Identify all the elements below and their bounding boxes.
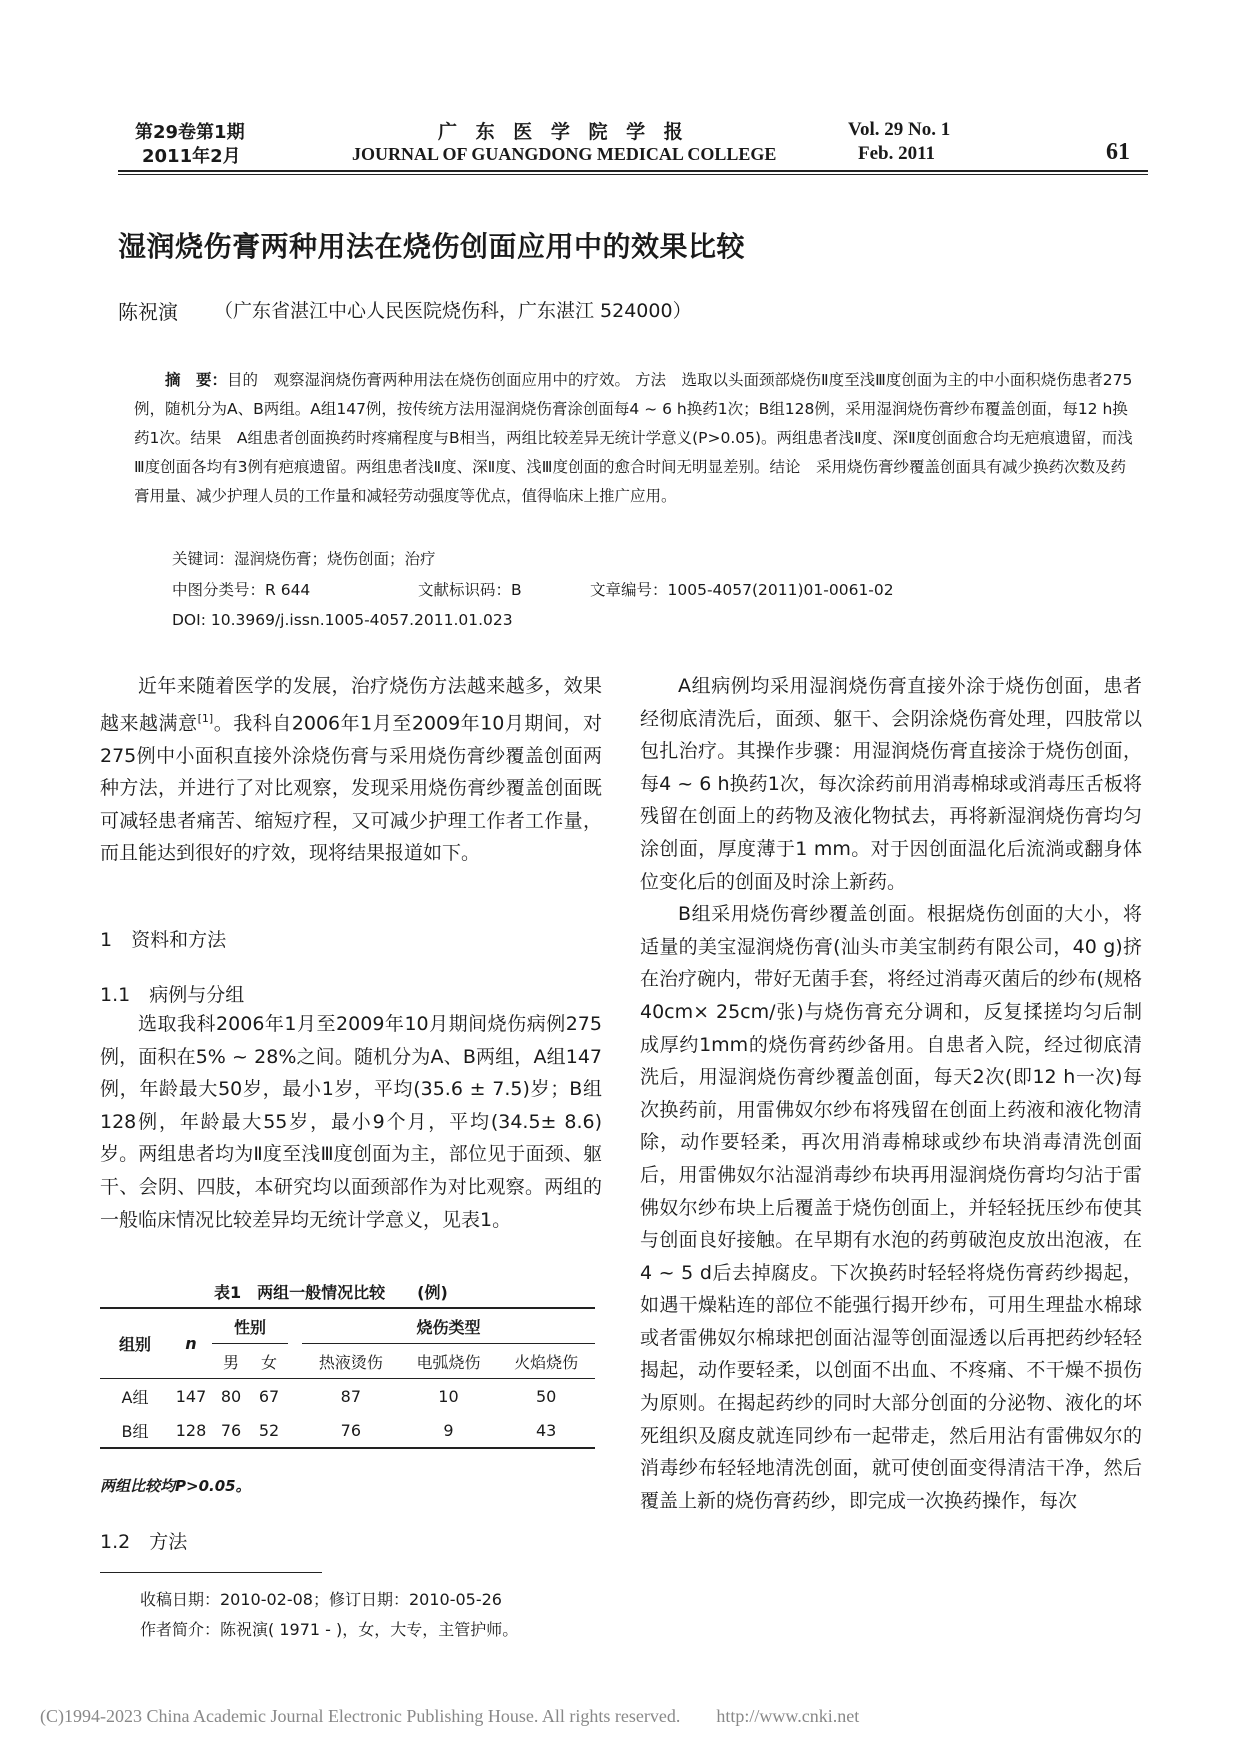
table-header-sex: 性别: [212, 1309, 288, 1344]
table-cell: 80: [220, 1386, 242, 1406]
table-row: [100, 1413, 595, 1447]
copyright-notice: (C)1994-2023 China Academic Journal Electronic Publishing House. All rights reserved. http://www.cnki.net: [40, 1706, 860, 1726]
author-name: 陈祝演: [118, 300, 178, 324]
page-number: 61: [1106, 139, 1130, 165]
header-rule-thin: [118, 174, 1148, 175]
table-cell: 67: [258, 1386, 280, 1406]
table-cell: 147: [175, 1386, 207, 1406]
table-cell: 87: [340, 1386, 361, 1406]
table-header-scald: 热液烫伤: [318, 1352, 383, 1372]
keywords-text: 湿润烧伤膏；烧伤创面；治疗: [234, 550, 436, 568]
intro-text-a: 近年来随着医学的发展，治疗烧伤方法越来越多，效果越来越满意: [100, 675, 602, 734]
table-cell: 52: [258, 1420, 280, 1440]
doi-value: 10.3969/j.issn.1005-4057.2011.01.023: [210, 611, 513, 629]
article-number: [590, 576, 894, 604]
table-cell: 76: [220, 1420, 242, 1440]
table-header-group: 组别: [118, 1335, 151, 1354]
table-header-male: 男: [222, 1352, 239, 1372]
table-cell: 50: [535, 1386, 557, 1406]
abstract-text: 目的 观察湿润烧伤膏两种用法在烧伤创面应用中的疗效。 方法 选取以头面颈部烧伤Ⅱ度至浅Ⅲ度创面为主的中小面积烧伤患者275例，随机分为A、B两组。A组147例，按传统方法用湿润烧伤膏涂创面每4 ~ 6 h换药1次；B组128例，采用湿润烧伤膏纱布覆盖创面，每12 h换药1次。结果 A组患者创面换药时疼痛程度与B相当，两组比较差异无统计学意义(P>0.05)。两组患者浅Ⅱ度、深Ⅱ度创面愈合均无疤痕遗留，而浅Ⅲ度创面各均有3例有疤痕遗留。两组患者浅Ⅱ度、深Ⅱ度、浅Ⅲ度创面的愈合时间无明显差别。结论 采用烧伤膏纱覆盖创面具有减少换药次数及药膏用量、减少护理人员的工作量和减轻劳动强度等优点，值得临床上推广应用。: [134, 371, 1133, 505]
table-cell: 43: [535, 1420, 557, 1440]
table-header-female: 女: [260, 1352, 277, 1372]
header-volume-en: Vol. 29 No. 1: [848, 119, 951, 140]
table-cell: B组: [121, 1421, 149, 1441]
keywords-label: 关键词：: [172, 550, 235, 568]
footnote-rule: [100, 1572, 322, 1573]
document-code-label: 文献标识码：: [418, 581, 512, 599]
article-number-label: 文章编号：: [590, 581, 668, 599]
clc-label: 中图分类号：: [172, 581, 266, 599]
section-heading-1: 1 资料和方法: [100, 929, 227, 951]
author-affiliation: （广东省湛江中心人民医院烧伤科，广东湛江 524000）: [214, 300, 692, 322]
header-volume-cn: 第29卷第1期: [135, 122, 245, 143]
table-cell: 10: [438, 1386, 459, 1406]
document-code: [418, 576, 522, 604]
table-1: [100, 1307, 595, 1449]
paragraph-1-1: [100, 1008, 602, 1236]
paragraph-1-1-text: 选取我科2006年1月至2009年10月期间烧伤病例275例，面积在5% ~ 28%之间。随机分为A、B两组，A组147例，年龄最大50岁，最小1岁，平均(35.6 ± 7.5)岁；B组128例，年龄最大55岁，最小9个月，平均(34.5± 8.6)岁。两组患者均为Ⅱ度至浅Ⅲ度创面为主，部位见于面颈、躯干、会阴、四肢，本研究均以面颈部作为对比观察。两组的一般临床情况比较差异均无统计学意义，见表1。: [100, 1013, 602, 1231]
section-heading-1-2: 1.2 方法: [100, 1531, 188, 1553]
doi-label: DOI:: [172, 611, 211, 629]
header-date-cn: 2011年2月: [142, 146, 241, 167]
keywords: [172, 545, 436, 573]
table-caption: 表1 两组一般情况比较 (例): [214, 1283, 448, 1302]
footnote-received-date: 收稿日期：2010-02-08；修订日期：2010-05-26: [140, 1590, 502, 1609]
clc-code: [172, 576, 310, 604]
paragraph-group-a: A组病例均采用湿润烧伤膏直接外涂于烧伤创面，患者经彻底清洗后，面颈、躯干、会阴涂烧伤膏处理，四肢常以包扎治疗。其操作步骤：用湿润烧伤膏直接涂于烧伤创面，每4 ~ 6 h换药1次，每次涂药前用消毒棉球或消毒压舌板将残留在创面上的药物及液化物拭去，再将新湿润烧伤膏均匀涂创面，厚度薄于1 mm。对于因创面温化后流淌或翻身体位变化后的创面及时涂上新药。: [640, 675, 1142, 893]
right-column: [640, 670, 1142, 1517]
document-code-value: B: [511, 581, 522, 599]
doi: [172, 606, 513, 634]
footnote-author-bio: 作者简介：陈祝演( 1971 - )，女，大专，主管护师。: [140, 1620, 519, 1639]
table-cell: A组: [121, 1387, 149, 1407]
table-cell: 128: [175, 1420, 207, 1440]
header-journal-cn: 广 东 医 学 院 学 报: [438, 121, 689, 143]
table-cell: 9: [443, 1420, 454, 1440]
header-date-en: Feb. 2011: [858, 143, 936, 164]
table-cell: 76: [340, 1420, 361, 1440]
section-heading-1-1: 1.1 病例与分组: [100, 984, 245, 1006]
table-row: [100, 1379, 595, 1413]
paragraph-group-b: B组采用烧伤膏纱覆盖创面。根据烧伤创面的大小，将适量的美宝湿润烧伤膏(汕头市美宝制药有限公司，40 g)挤在治疗碗内，带好无菌手套，将经过消毒灭菌后的纱布(规格40cm× 25cm/张)与烧伤膏充分调和，反复揉搓均匀后制成厚约1mm的烧伤膏药纱备用。自患者入院，经过彻底清洗后，用湿润烧伤膏纱覆盖创面，每天2次(即12 h一次)每次换药前，用雷佛奴尔纱布将残留在创面上药液和液化物清除，动作要轻柔，再次用消毒棉球或纱布块消毒清洗创面后，用雷佛奴尔沾湿消毒纱布块再用湿润烧伤膏均匀沾于雷佛奴尔纱布块上后覆盖于烧伤创面上，并轻轻抚压纱布使其与创面良好接触。在早期有水泡的药剪破泡皮放出泡液，在4 ~ 5 d后去掉腐皮。下次换药时轻轻将烧伤膏药纱揭起，如遇干燥粘连的部位不能强行揭开纱布，可用生理盐水棉球或者雷佛奴尔棉球把创面沾湿等创面湿透以后再把药纱轻轻揭起，动作要轻柔，以创面不出血、不疼痛、不干燥不损伤为原则。在揭起药纱的同时大部分创面的分泌物、液化的坏死组织及腐皮就连同纱布一起带走，然后用沾有雷佛奴尔的消毒纱布轻轻地清洗创面，就可使创面变得清洁干净，然后覆盖上新的烧伤膏药纱，即完成一次换药操作，每次: [640, 903, 1142, 1512]
intro-text-b: 。我科自2006年1月至2009年10月期间，对275例中小面积直接外涂烧伤膏与采用烧伤膏纱覆盖创面两种方法，并进行了对比观察，发现采用烧伤膏纱覆盖创面既可减轻患者痛苦、缩短疗程，又可减少护理工作者工作量，而且能达到很好的疗效，现将结果报道如下。: [100, 711, 602, 865]
article-number-value: 1005-4057(2011)01-0061-02: [667, 581, 894, 599]
abstract-label: 摘 要：: [165, 371, 228, 389]
header-rule: [118, 170, 1148, 172]
intro-paragraph: [100, 670, 602, 870]
header-journal-en: JOURNAL OF GUANGDONG MEDICAL COLLEGE: [352, 144, 777, 164]
clc-value: R 644: [265, 581, 311, 599]
table-header-arc-burn: 电弧烧伤: [416, 1352, 481, 1372]
table-header-n: n: [185, 1334, 197, 1353]
table-note: 两组比较均P>0.05。: [100, 1477, 251, 1495]
abstract: [134, 366, 1134, 511]
citation-ref: [1]: [197, 711, 214, 725]
table-header-burn-type: 烧伤类型: [302, 1309, 595, 1344]
table-header-flame-burn: 火焰烧伤: [514, 1352, 579, 1372]
article-title: 湿润烧伤膏两种用法在烧伤创面应用中的效果比较: [118, 230, 746, 263]
